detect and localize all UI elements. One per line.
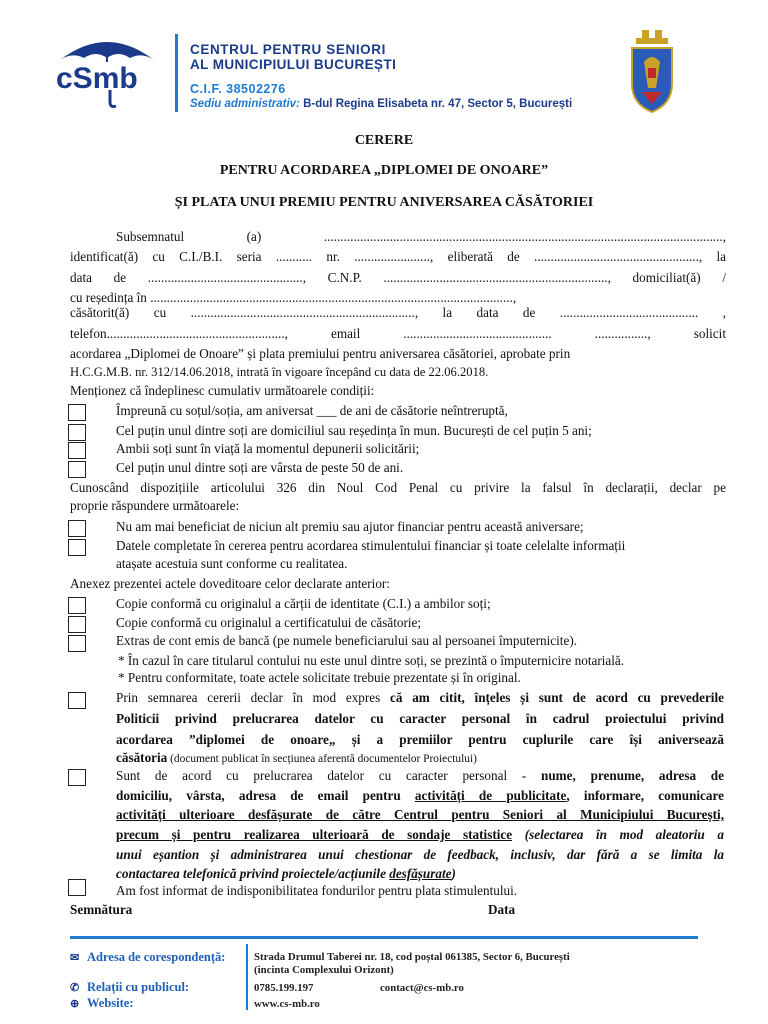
consent-data-line1 [116,768,724,784]
document-title: CERERE [354,133,414,148]
document-subtitle-2: ȘI PLATA UNUI PREMIU PENTRU ANIVERSAREA CĂSĂTORIEI [174,195,594,210]
applicant-cnp-line[interactable]: data de ..............................................., C.N.P. ...................................................................., domiciliat(ă) / [70,270,726,285]
condition-1-label: Împreună cu soțul/soția, am aniversat ___ de ani de căsătorie neîntreruptă, [116,403,508,418]
consent-data-line4-b: (selectarea în mod aleatoriu a [512,827,725,842]
consent-data-line2-b: activități de publicitate [414,788,567,803]
header-separator [175,34,178,112]
envelope-icon: ✉ [70,952,80,964]
request-text-line2: H.C.G.M.B. nr. 312/14.06.2018, intrată în vigoare începând cu data de 22.06.2018. [70,365,489,379]
applicant-name-line[interactable]: Subsemnatul (a) ........................................................................................................................., [116,229,726,244]
consent-policy-line4-a: căsătoria [116,750,168,765]
annex-2-label: Copie conformă cu originalul a certificatului de căsătorie; [116,615,422,630]
checkbox-condition-3[interactable] [68,442,86,459]
document-subtitle-1: PENTRU ACORDAREA „DIPLOMEI DE ONOARE” [219,163,549,178]
consent-policy-line3: acordarea ”diplomei de onoare„ și a premiilor pentru cuplurile care își aniversează [116,732,724,747]
condition-4-label: Cel puțin unul dintre soți are vârsta de peste 50 de ani. [116,460,404,475]
annex-note-2: * Pentru conformitate, toate actele solicitate trebuie prezentate și în original. [118,670,521,685]
annex-heading: Anexez prezentei actele doveditoare celor declarate anterior: [70,576,390,591]
consent-data-line6-c: ) [451,866,456,881]
declaration-1-label: Nu am mai beneficiat de niciun alt premiu sau ajutor financiar pentru această aniversare; [116,519,584,534]
correspondence-label-text: Adresa de corespondență: [87,950,226,964]
address-label: Sediu administrativ: [190,98,300,110]
consent-policy-line2: Politicii privind prelucrarea datelor cu caracter personal în cadrul proiectului privind [116,711,724,726]
consent-data-line4-a: precum și pentru realizarea ulterioară de sondaje statistice [116,827,513,842]
footer-column-divider [246,944,248,1010]
logo-text: cSmb [56,62,138,95]
declaration-2-label: Datele completate în cererea pentru acordarea stimulentului financiar și toate celelalte informații [116,538,626,553]
consent-data-line4 [116,827,724,843]
checkbox-condition-2[interactable] [68,424,86,441]
consent-policy-line4 [116,750,724,767]
annex-1-label: Copie conformă cu originalul a cărții de identitate (C.I.) a ambilor soți; [116,596,491,611]
org-name-line2: AL MUNICIPIULUI BUCUREȘTI [190,57,397,72]
org-cif: C.I.F. 38502276 [190,82,286,96]
consent-data-line2 [116,788,724,804]
consent-data-line6-b: desfășurate [389,866,452,881]
funds-note-label: Am fost informat de indisponibilitatea fondurilor pentru plata stimulentului. [116,883,518,898]
footer-correspondence-label [70,950,225,965]
footer-phone[interactable]: 0785.199.197 [254,982,314,994]
consent-data-line3: activități ulterioare desfășurate de către Centrul pentru Seniori al Municipiului București, [116,807,724,822]
consent-policy-line1-b: că am citit, înțeles și sunt de acord cu prevederile [390,690,724,705]
footer-public-label [70,980,189,995]
footer-correspondence-address: Strada Drumul Taberei nr. 18, cod poștal 061385, Sector 6, București [254,951,570,963]
consent-policy-line1 [116,690,724,706]
consent-data-line2-c: , informare, comunicare [566,788,724,803]
checkbox-annex-3[interactable] [68,635,86,652]
date-label: Data [488,902,516,917]
spouse-line[interactable]: căsătorit(ă) cu ...................................................................., la data de .......................................... , [70,305,726,320]
footer-website-link[interactable]: www.cs-mb.ro [254,998,320,1010]
declaration-intro-line2: proprie răspundere următoarele: [70,498,240,513]
declaration-intro-line1: Cunoscând dispozițiile articolului 326 din Noul Cod Penal cu privire la falsul în declarații, declar pe [70,480,726,495]
signature-label: Semnătura [70,902,133,917]
footer-divider [70,936,698,939]
checkbox-condition-1[interactable] [68,404,86,421]
conditions-heading: Menționez că îndeplinesc cumulativ următoarele condiții: [70,383,375,398]
condition-3-label: Ambii soți sunt în viață la momentul depunerii solicitării; [116,441,420,456]
declaration-2-continuation: atașate acestuia sunt conforme cu realitatea. [116,556,348,571]
consent-data-line6 [116,866,724,882]
checkbox-declaration-1[interactable] [68,520,86,537]
checkbox-declaration-2[interactable] [68,539,86,556]
phone-icon: ✆ [70,982,80,994]
globe-icon: ⊕ [70,998,80,1010]
org-address [190,98,572,110]
checkbox-annex-2[interactable] [68,616,86,633]
consent-policy-line1-a: Prin semnarea cererii declar în mod expres [116,690,391,705]
applicant-residence-line[interactable]: cu reședința în .............................................................................................................., [70,290,517,305]
consent-data-line5: unui eșantion și administrarea unui chestionar de feedback, inclusiv, dar fără a se limita la [116,847,724,862]
checkbox-funds-note[interactable] [68,879,86,896]
footer-correspondence-address-note: (incinta Complexului Orizont) [254,964,394,976]
annex-3-label: Extras de cont emis de bancă (pe numele beneficiarului sau al persoanei împuternicite). [116,633,578,648]
footer-website-label [70,996,134,1011]
website-label-text: Website: [87,996,134,1010]
address-value: B-dul Regina Elisabeta nr. 47, Sector 5, București [303,98,573,110]
consent-data-line2-a: domiciliu, vârsta, adresa de email pentru [116,788,415,803]
applicant-id-line[interactable]: identificat(ă) cu C.I./B.I. seria ........... nr. ......................., eliberată de .................................................., la [70,249,726,264]
contact-line[interactable]: telefon......................................................, email ............................................. ................, solicit [70,326,726,341]
consent-data-line6-a: contactarea telefonică privind proiectele/acțiunile [116,866,390,881]
checkbox-consent-policy[interactable] [68,692,86,709]
csmb-logo [52,30,162,110]
condition-2-label: Cel puțin unul dintre soți are domiciliul sau reședința în mun. București de cel puțin 5 ani; [116,423,592,438]
annex-note-1: * În cazul în care titularul contului nu este unul dintre soți, se prezintă o împuternicire notarială. [118,653,625,668]
public-label-text: Relații cu publicul: [87,980,190,994]
consent-policy-line4-b: (document publicat în secțiunea aferentă documentelor Proiectului) [167,753,477,765]
checkbox-annex-1[interactable] [68,597,86,614]
bucharest-coat-of-arms-icon [628,28,676,114]
consent-data-line1-b: nume, prenume, adresa de [541,768,724,783]
checkbox-condition-4[interactable] [68,461,86,478]
footer-email[interactable]: contact@cs-mb.ro [380,982,464,994]
checkbox-consent-data[interactable] [68,769,86,786]
org-name-line1: CENTRUL PENTRU SENIORI [190,42,386,57]
request-text-line1: acordarea „Diplomei de Onoare” și plata premiului pentru aniversarea căsătoriei, aprobate prin [70,346,571,361]
consent-data-line1-a: Sunt de acord cu prelucrarea datelor cu caracter personal - [116,768,542,783]
